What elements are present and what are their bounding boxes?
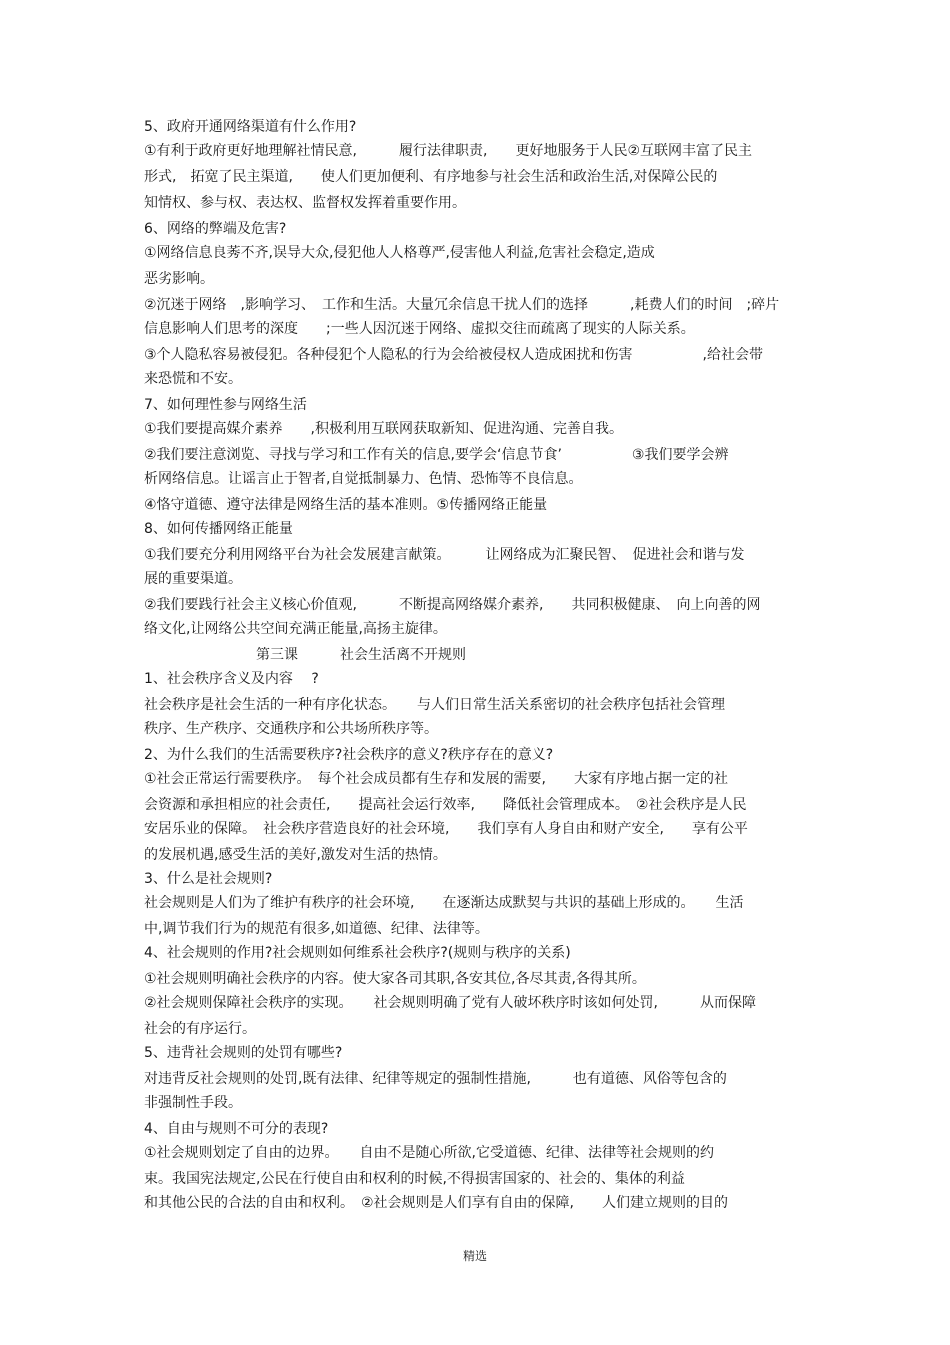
- text-line: ①我们要充分利用网络平台为社会发展建言献策。 让网络成为汇聚民智、 促进社会和谐与发: [144, 547, 745, 563]
- text-line: 形式, 拓宽了民主渠道, 使人们更加便利、有序地参与社会生活和政治生活,对保障公民的: [144, 169, 718, 185]
- text-line: 展的重要渠道。: [144, 571, 242, 587]
- text-line: 3、什么是社会规则?: [144, 871, 273, 887]
- text-line: 6、网络的弊端及危害?: [144, 221, 287, 237]
- text-line: 8、如何传播网络正能量: [144, 521, 293, 537]
- text-line: 对违背反社会规则的处罚,既有法律、纪律等规定的强制性措施, 也有道德、风俗等包含的: [144, 1071, 727, 1087]
- text-line: 知情权、参与权、表达权、监督权发挥着重要作用。: [144, 195, 466, 211]
- text-line: 4、社会规则的作用?社会规则如何维系社会秩序?(规则与秩序的关系): [144, 945, 571, 961]
- text-line: 会资源和承担相应的社会责任, 提高社会运行效率, 降低社会管理成本。 ②社会秩序是人民: [144, 797, 747, 813]
- text-line: 恶劣影响。: [144, 271, 214, 287]
- text-line: ①网络信息良莠不齐,误导大众,侵犯他人人格尊严,侵害他人利益,危害社会稳定,造成: [144, 245, 655, 261]
- text-line: 信息影响人们思考的深度 ;一些人因沉迷于网络、虚拟交往而疏离了现实的人际关系。: [144, 321, 695, 337]
- text-line: 4、自由与规则不可分的表现?: [144, 1121, 329, 1137]
- text-line: 社会规则是人们为了维护有秩序的社会环境, 在逐渐达成默契与共识的基础上形成的。 生活: [144, 895, 744, 911]
- text-line: ①社会规则划定了自由的边界。 自由不是随心所欲,它受道德、纪律、法律等社会规则的约: [144, 1145, 714, 1161]
- text-line: ①有利于政府更好地理解社情民意, 履行法律职责, 更好地服务于人民②互联网丰富了民主: [144, 143, 752, 159]
- text-line: ③个人隐私容易被侵犯。各种侵犯个人隐私的行为会给被侵权人造成困扰和伤害 ,给社会带: [144, 347, 763, 363]
- text-line: ②我们要践行社会主义核心价值观, 不断提高网络媒介素养, 共同积极健康、 向上向善的网: [144, 597, 761, 613]
- text-line: ①社会规则明确社会秩序的内容。使大家各司其职,各安其位,各尽其责,各得其所。: [144, 971, 646, 987]
- text-line: 2、为什么我们的生活需要秩序?社会秩序的意义?秩序存在的意义?: [144, 747, 554, 763]
- text-line: ②我们要注意浏览、寻找与学习和工作有关的信息,要学会‘信息节食’ ③我们要学会辨: [144, 447, 729, 463]
- page-footer: 精选: [462, 1249, 487, 1263]
- text-line: 中,调节我们行为的规范有很多,如道德、纪律、法律等。: [144, 921, 489, 937]
- text-line: 络文化,让网络公共空间充满正能量,高扬主旋律。: [144, 621, 447, 637]
- text-line: ②社会规则保障社会秩序的实现。 社会规则明确了党有人破坏秩序时该如何处罚, 从而保障: [144, 995, 756, 1011]
- text-line: ①我们要提高媒介素养 ,积极利用互联网获取新知、促进沟通、完善自我。: [144, 421, 623, 437]
- text-line: 7、如何理性参与网络生活: [144, 397, 307, 413]
- text-line: 1、社会秩序含义及内容 ?: [144, 671, 319, 687]
- text-line: ②沉迷于网络 ,影响学习、 工作和生活。大量冗余信息干扰人们的选择 ,耗费人们的时间 ;碎片: [144, 297, 780, 313]
- text-line: 安居乐业的保障。 社会秩序营造良好的社会环境, 我们享有人身自由和财产安全, 享有公平: [144, 821, 748, 837]
- text-line: 秩序、生产秩序、交通秩序和公共场所秩序等。: [144, 721, 438, 737]
- text-line: 5、政府开通网络渠道有什么作用?: [144, 119, 357, 135]
- text-line: 束。我国宪法规定,公民在行使自由和权利的时候,不得损害国家的、社会的、集体的利益: [144, 1171, 685, 1187]
- text-line: 析网络信息。让谣言止于智者,自觉抵制暴力、色情、恐怖等不良信息。: [144, 471, 583, 487]
- text-line: 的发展机遇,感受生活的美好,激发对生活的热情。: [144, 847, 447, 863]
- text-line: 非强制性手段。: [144, 1095, 242, 1111]
- text-line: 社会秩序是社会生活的一种有序化状态。 与人们日常生活关系密切的社会秩序包括社会管理: [144, 697, 725, 713]
- text-line: 社会的有序运行。: [144, 1021, 256, 1037]
- text-line: ④恪守道德、遵守法律是网络生活的基本准则。⑤传播网络正能量: [144, 497, 548, 513]
- text-line: 和其他公民的合法的自由和权利。 ②社会规则是人们享有自由的保障, 人们建立规则的目的: [144, 1195, 728, 1211]
- text-line: 5、违背社会规则的处罚有哪些?: [144, 1045, 343, 1061]
- text-line: 第三课 社会生活离不开规则: [144, 647, 466, 663]
- text-line: 来恐慌和不安。: [144, 371, 242, 387]
- text-line: ①社会正常运行需要秩序。 每个社会成员都有生存和发展的需要, 大家有序地占据一定的社: [144, 771, 728, 787]
